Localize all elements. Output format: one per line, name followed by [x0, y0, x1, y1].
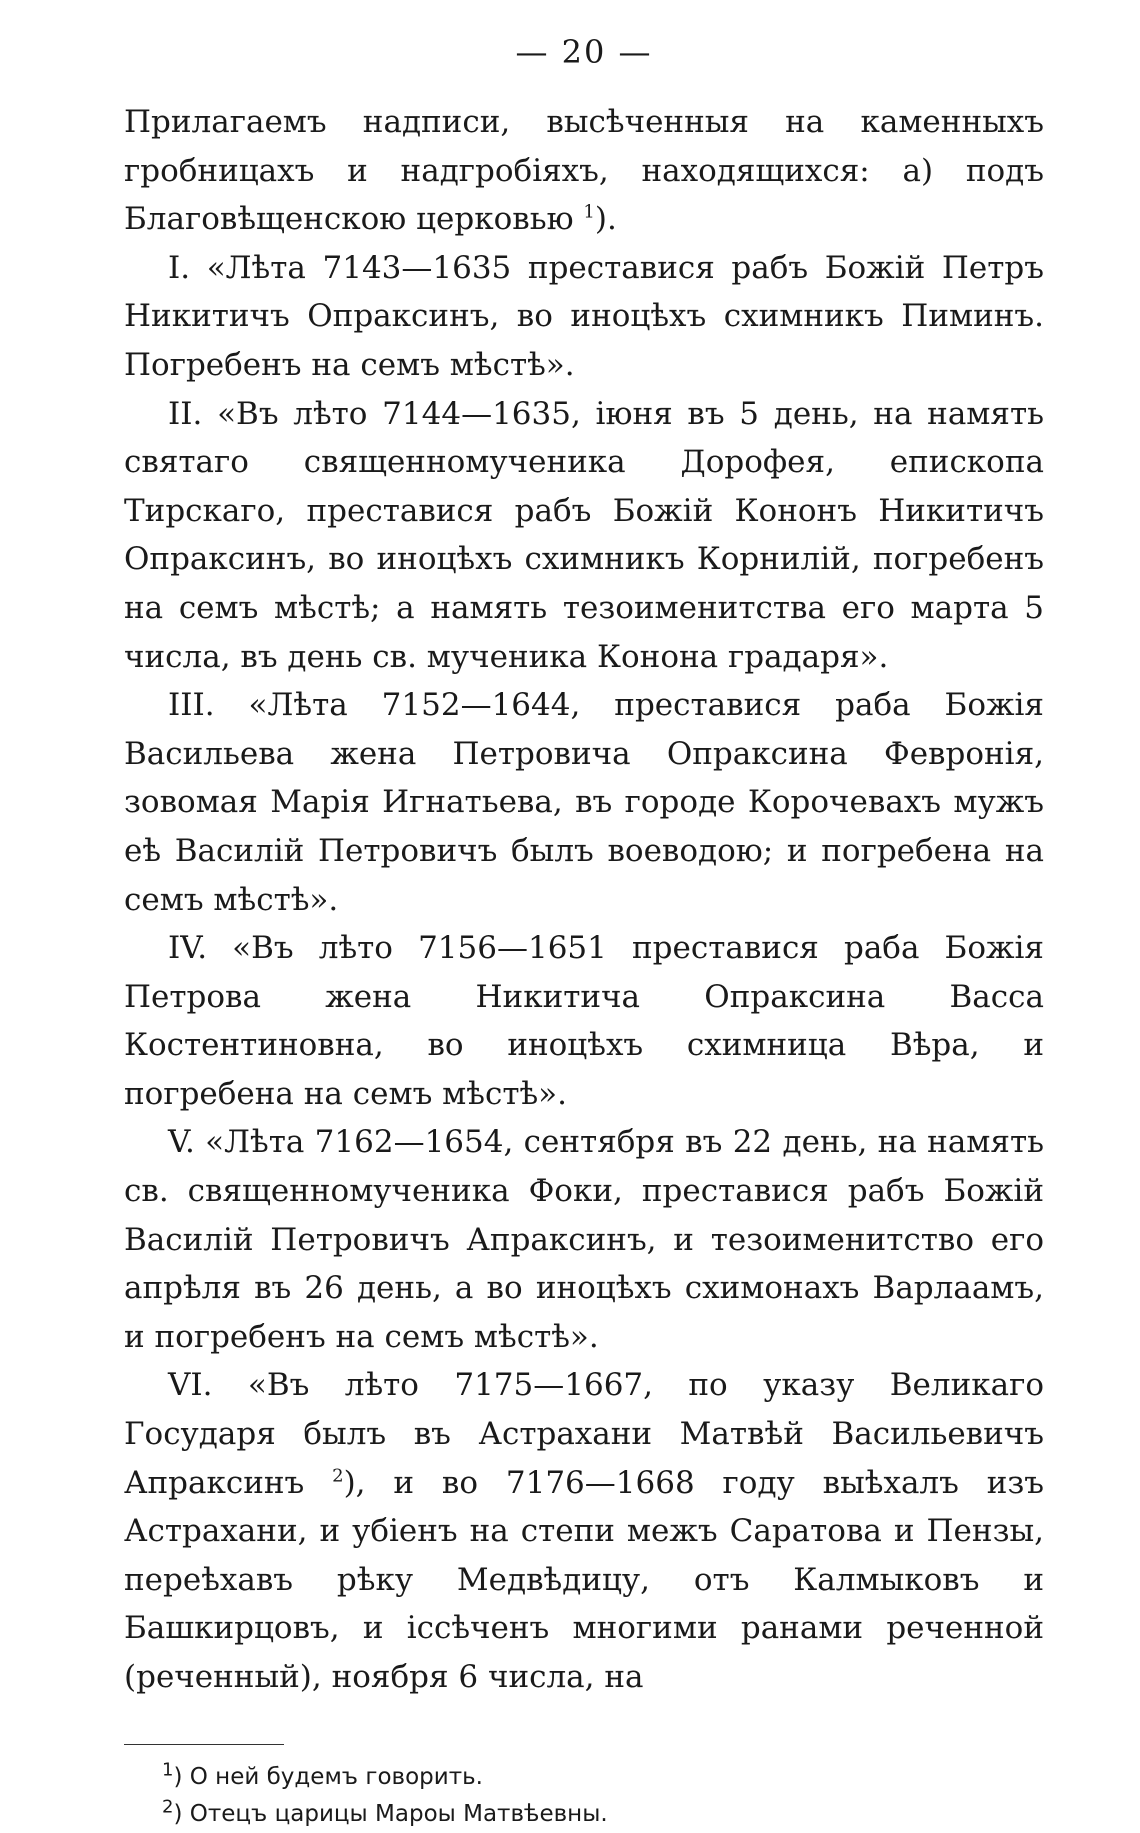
- intro-text: Прилагаемъ надписи, высѣченныя на каменныхъ гробницахъ и надгробіяхъ, находящихся: а) подъ Благовѣщенскою церковью: [124, 104, 1044, 238]
- document-page: [124, 30, 1044, 1833]
- footnote-1-mark: 1: [162, 1758, 174, 1780]
- footnote-2: [124, 1796, 1044, 1833]
- body-text: [124, 98, 1044, 1702]
- intro-paragraph: [124, 98, 1044, 244]
- footnote-1-text: ) О ней будемъ говорить.: [173, 1763, 483, 1790]
- entry-3: III. «Лѣта 7152—1644, преставися раба Божія Васильева жена Петровича Опраксина Февронія, зовомая Марія Игнатьева, въ городе Корочевахъ мужъ еѣ Василій Петровичъ былъ воеводою; и погребена на семъ мѣстѣ».: [124, 687, 1044, 918]
- entry-4: IV. «Въ лѣто 7156—1651 преставися раба Божія Петрова жена Никитича Опраксина Васса Костентиновна, во иноцѣхъ схимница Вѣра, и погребена на семъ мѣстѣ».: [124, 930, 1044, 1112]
- footnote-ref-2: 2: [332, 1465, 344, 1487]
- footnote-2-mark: 2: [162, 1795, 174, 1817]
- entry-6-part1: VI. «Въ лѣто 7175—1667, по указу Великаго Государя былъ въ Астрахани Матвѣй Васильевичъ Апраксинъ: [124, 1367, 1044, 1501]
- footnotes: [124, 1759, 1044, 1833]
- entry-1: I. «Лѣта 7143—1635 преставися рабъ Божій Петръ Никитичъ Опраксинъ, во иноцѣхъ схимникъ Пиминъ. Погребенъ на семъ мѣстѣ».: [124, 249, 1044, 383]
- intro-tail: ).: [594, 201, 617, 238]
- footnote-2-text: ) Отецъ царицы Мароы Матвѣевны.: [173, 1800, 608, 1827]
- entry-2: II. «Въ лѣто 7144—1635, іюня въ 5 день, на намять святаго священномученика Дорофея, епископа Тирскаго, преставися рабъ Божій Кононъ Никитичъ Опраксинъ, во иноцѣхъ схимникъ Корнилій, погребенъ на семъ мѣстѣ; а намять тезоименитства его марта 5 числа, въ день св. мученика Конона градаря».: [124, 395, 1044, 675]
- entry-6: [124, 1361, 1044, 1701]
- footnote-ref-1: 1: [583, 201, 595, 223]
- footnote-rule: [124, 1744, 284, 1745]
- footnote-1: [124, 1759, 1044, 1796]
- entry-5: V. «Лѣта 7162—1654, сентября въ 22 день, на намять св. священномученика Фоки, преставися рабъ Божій Василій Петровичъ Апраксинъ, и тезоименитство его апрѣля въ 26 день, а во иноцѣхъ схимонахъ Варлаамъ, и погребенъ на семъ мѣстѣ».: [124, 1124, 1044, 1355]
- entry-6-part2: ), и во 7176—1668 году выѣхалъ изъ Астрахани, и убіенъ на степи межъ Саратова и Пензы, переѣхавъ рѣку Медвѣдицу, отъ Калмыковъ и Башкирцовъ, и іссѣченъ многими ранами реченной (реченный), ноября 6 числа, на: [124, 1464, 1044, 1695]
- page-number: — 20 —: [515, 33, 653, 71]
